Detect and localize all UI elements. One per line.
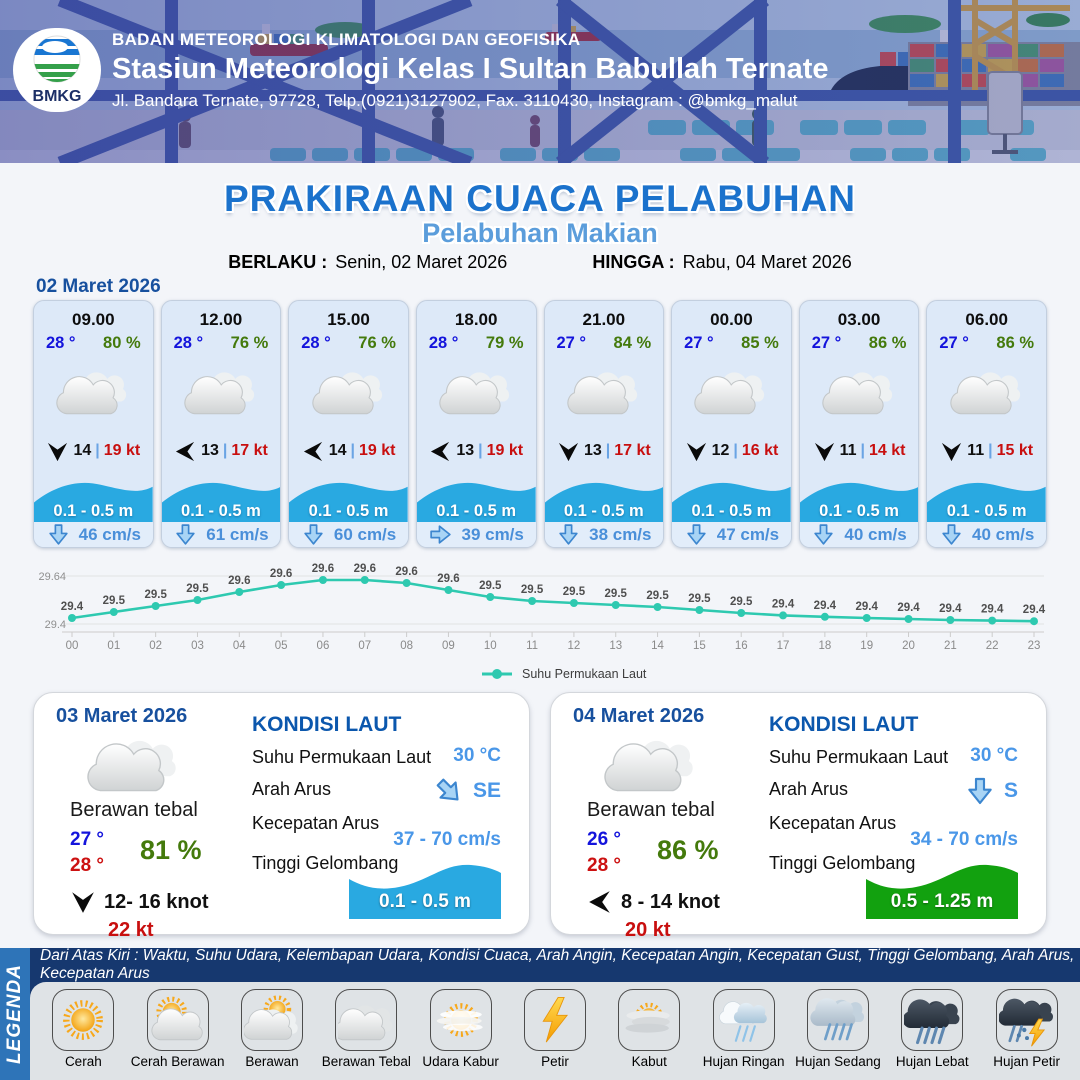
legend-item xyxy=(982,989,1072,1080)
day-card xyxy=(33,692,530,941)
wind-direction-icon xyxy=(174,440,197,463)
svg-text:29.4: 29.4 xyxy=(855,601,878,613)
wind-direction-icon xyxy=(813,440,836,463)
current-row xyxy=(417,522,536,547)
svg-text:21: 21 xyxy=(943,640,957,652)
forecast-time: 03.00 xyxy=(837,310,881,329)
day-card-date: 03 Maret 2026 xyxy=(56,705,188,727)
forecast-time: 15.00 xyxy=(327,310,370,329)
wind-gust: 19 kt xyxy=(486,442,524,460)
current-direction-icon xyxy=(811,522,836,547)
legend-item xyxy=(793,989,883,1080)
wave-height-value: 0.1 - 0.5 m xyxy=(946,502,1027,520)
temp-humidity-row xyxy=(34,334,153,361)
berlaku-value: Senin, 02 Maret 2026 xyxy=(335,252,508,272)
forecast-card xyxy=(544,300,665,548)
forecast-time: 09.00 xyxy=(72,310,115,329)
forecast-card xyxy=(799,300,920,548)
forecast-time: 06.00 xyxy=(965,310,1008,329)
humidity: 85 % xyxy=(741,333,779,352)
wave-height-value: 0.1 - 0.5 m xyxy=(819,502,899,520)
legend-title-strip xyxy=(0,948,30,1080)
bmkg-logo-icon xyxy=(21,33,93,107)
legend-item xyxy=(887,989,977,1080)
page-title: PRAKIRAAN CUACA PELABUHAN xyxy=(223,178,857,219)
svg-text:29.6: 29.6 xyxy=(437,573,460,585)
svg-text:03: 03 xyxy=(191,640,204,652)
svg-text:29.5: 29.5 xyxy=(186,583,209,595)
wave-height-band xyxy=(162,475,281,522)
header-banner xyxy=(0,0,1080,163)
separator: | xyxy=(860,442,866,460)
svg-text:11: 11 xyxy=(526,640,539,652)
wind-row xyxy=(672,434,791,469)
petir-icon xyxy=(524,989,586,1051)
wave-height-band xyxy=(34,475,153,522)
temp-humidity-row xyxy=(289,334,408,361)
cloud-icon xyxy=(545,361,664,434)
hingga-group xyxy=(592,252,851,273)
wind-row xyxy=(289,434,408,469)
wave-height-band xyxy=(545,475,664,522)
svg-text:29.6: 29.6 xyxy=(353,563,376,575)
wave-height-value: 0.1 - 0.5 m xyxy=(53,502,134,520)
svg-text:01: 01 xyxy=(107,640,121,652)
svg-text:29.5: 29.5 xyxy=(562,586,586,598)
current-direction-icon xyxy=(301,522,326,547)
svg-text:22: 22 xyxy=(985,640,999,652)
cloud-icon xyxy=(672,361,791,434)
current-direction xyxy=(433,775,501,807)
forecast-card xyxy=(926,300,1047,548)
wind-direction-icon xyxy=(302,440,325,463)
current-speed: 60 cm/s xyxy=(333,524,397,544)
wave-height-label: Tinggi Gelombang xyxy=(769,853,916,873)
separator: | xyxy=(733,442,738,460)
wave-height-value: 0.1 - 0.5 m xyxy=(379,891,471,912)
berawan-icon xyxy=(241,989,303,1051)
wind-speed: 14 xyxy=(328,442,347,460)
separator: | xyxy=(222,442,228,460)
air-temp: 28 ° xyxy=(46,333,76,352)
legend-item xyxy=(38,989,128,1080)
current-row xyxy=(800,522,919,547)
air-temp: 27 ° xyxy=(684,333,714,352)
legend-section xyxy=(0,948,1080,1080)
legend-items xyxy=(30,982,1080,1080)
forecast-time: 00.00 xyxy=(710,310,753,329)
wave-height-value: 0.1 - 0.5 m xyxy=(436,502,517,520)
day-card xyxy=(550,692,1047,941)
svg-text:10: 10 xyxy=(483,640,497,652)
svg-text:29.4: 29.4 xyxy=(897,602,920,614)
current-speed: 46 cm/s xyxy=(78,524,141,544)
current-direction-icon xyxy=(964,775,996,807)
svg-text:29.64: 29.64 xyxy=(38,571,66,583)
wind-gust: 17 kt xyxy=(614,442,651,460)
legend-item-label: Berawan Tebal xyxy=(321,1054,411,1069)
temp-max: 28 ° xyxy=(70,855,105,876)
svg-text:13: 13 xyxy=(609,640,623,652)
sst-value: 30 °C xyxy=(970,745,1018,766)
wind-direction-icon xyxy=(429,440,452,463)
berlaku-label: BERLAKU : xyxy=(228,252,328,272)
day-card-date: 04 Maret 2026 xyxy=(573,705,705,727)
svg-text:29.4: 29.4 xyxy=(1022,604,1046,617)
hingga-label: HINGGA : xyxy=(592,252,675,272)
wind-speed: 14 xyxy=(73,442,92,460)
svg-text:23: 23 xyxy=(1027,640,1041,652)
svg-text:14: 14 xyxy=(651,640,664,652)
humidity: 76 % xyxy=(230,333,269,352)
wind-direction-icon xyxy=(557,440,580,463)
wind-row xyxy=(545,434,664,469)
temp-humidity-row xyxy=(927,334,1046,361)
wave-height-value: 0.5 - 1.25 m xyxy=(890,891,994,912)
current-direction xyxy=(964,775,1018,807)
svg-text:29.4: 29.4 xyxy=(939,603,962,615)
hujan-petir-icon xyxy=(996,989,1058,1051)
cerah-icon xyxy=(52,989,114,1051)
wind-gust: 14 kt xyxy=(869,442,906,460)
svg-text:BMKG: BMKG xyxy=(32,88,82,105)
wave-height-value: 0.1 - 0.5 m xyxy=(308,502,389,520)
temp-humidity-row xyxy=(672,334,791,361)
humidity: 81 % xyxy=(140,835,202,865)
wind-speed: 11 xyxy=(967,442,985,460)
current-speed-label: Kecepatan Arus xyxy=(769,813,897,833)
gust-value: 20 kt xyxy=(625,919,671,941)
wind-direction-icon xyxy=(587,889,613,915)
station-address: Jl. Bandara Ternate, 97728, Telp.(0921)3127902, Fax. 3110430, Instagram : @bmkg_malut xyxy=(112,91,798,110)
udara-kabur-icon xyxy=(430,989,492,1051)
svg-text:09: 09 xyxy=(442,640,455,652)
svg-text:29.5: 29.5 xyxy=(688,593,711,605)
svg-text:07: 07 xyxy=(358,640,372,652)
station-name: Stasiun Meteorologi Kelas I Sultan Babullah Ternate xyxy=(112,53,829,85)
forecast-date-heading: 02 Maret 2026 xyxy=(36,276,161,297)
svg-text:29.6: 29.6 xyxy=(395,566,418,578)
svg-text:19: 19 xyxy=(860,640,874,652)
svg-text:04: 04 xyxy=(232,640,246,652)
current-speed: 40 cm/s xyxy=(844,524,907,544)
svg-text:05: 05 xyxy=(274,640,288,652)
wind-speed: 13 xyxy=(583,442,602,460)
svg-text:29.4: 29.4 xyxy=(813,599,837,612)
svg-text:29.5: 29.5 xyxy=(646,590,669,602)
sea-conditions-heading: KONDISI LAUT xyxy=(769,713,919,736)
wave-height-box xyxy=(349,861,501,919)
current-direction-icon xyxy=(173,522,198,547)
svg-text:29.5: 29.5 xyxy=(479,580,502,592)
svg-text:29.6: 29.6 xyxy=(311,563,335,575)
chart-legend-label: Suhu Permukaan Laut xyxy=(522,667,647,681)
legend-item-label: Petir xyxy=(541,1054,569,1069)
port-name: Pelabuhan Makian xyxy=(422,218,658,248)
svg-text:18: 18 xyxy=(818,640,832,652)
wind-range: 8 - 14 knot xyxy=(621,890,720,913)
air-temp: 27 ° xyxy=(939,333,969,352)
wave-height-box xyxy=(866,861,1018,919)
sst-value: 30 °C xyxy=(453,745,501,766)
svg-text:29.5: 29.5 xyxy=(144,589,167,601)
wind-row xyxy=(34,434,153,469)
forecast-time: 18.00 xyxy=(454,310,498,329)
separator: | xyxy=(350,442,355,460)
forecast-time: 12.00 xyxy=(199,310,243,329)
temp-humidity-row xyxy=(800,334,919,361)
air-temp: 28 ° xyxy=(301,333,331,352)
svg-text:29.4: 29.4 xyxy=(771,598,795,611)
svg-text:12: 12 xyxy=(567,640,581,652)
wave-height-band xyxy=(800,475,919,522)
forecast-card xyxy=(416,300,537,548)
wave-height-label: Tinggi Gelombang xyxy=(252,853,399,873)
wind-direction-icon xyxy=(46,440,69,463)
cloud-icon xyxy=(162,361,281,434)
separator: | xyxy=(988,442,993,460)
current-direction-icon xyxy=(426,768,471,813)
forecast-card xyxy=(33,300,154,548)
wind-speed: 11 xyxy=(839,442,857,460)
temp-min: 27 ° xyxy=(70,829,105,850)
sst-line-chart xyxy=(30,556,1050,686)
wave-height-band xyxy=(417,475,536,522)
legend-item xyxy=(416,989,506,1080)
agency-name: BADAN METEOROLOGI KLIMATOLOGI DAN GEOFISIKA xyxy=(112,30,581,49)
current-direction-icon xyxy=(556,522,581,547)
forecast-cards-row xyxy=(33,300,1047,548)
current-direction-text: SE xyxy=(472,779,501,802)
legend-item xyxy=(510,989,600,1080)
svg-text:00: 00 xyxy=(65,640,79,652)
hujan-sedang-icon xyxy=(807,989,869,1051)
legend-item-label: Cerah Berawan xyxy=(130,1054,225,1069)
legend-item-label: Cerah xyxy=(64,1054,102,1069)
current-dir-label: Arah Arus xyxy=(769,779,849,799)
legend-item-label: Hujan Ringan xyxy=(702,1054,785,1069)
svg-text:29.5: 29.5 xyxy=(520,584,544,596)
wave-height-band xyxy=(289,475,408,522)
cerah-berawan-icon xyxy=(147,989,209,1051)
humidity: 80 % xyxy=(103,333,141,352)
sea-conditions-heading: KONDISI LAUT xyxy=(252,713,402,736)
legend-item xyxy=(321,989,411,1080)
current-direction-icon xyxy=(428,522,453,547)
legend-item-label: Hujan Lebat xyxy=(895,1054,969,1069)
svg-text:29.4: 29.4 xyxy=(980,603,1004,616)
forecast-card xyxy=(671,300,792,548)
cloud-icon xyxy=(289,361,408,434)
current-speed: 39 cm/s xyxy=(461,524,524,544)
current-speed-label: Kecepatan Arus xyxy=(252,813,380,833)
svg-text:29.4: 29.4 xyxy=(44,619,66,631)
current-speed-value: 34 - 70 cm/s xyxy=(910,829,1018,850)
wind-row xyxy=(800,434,919,469)
wind-speed: 13 xyxy=(456,442,475,460)
weather-condition: Berawan tebal xyxy=(587,799,715,821)
sst-chart xyxy=(30,556,1050,686)
air-temp: 28 ° xyxy=(428,333,459,352)
forecast-card xyxy=(288,300,409,548)
wind-row xyxy=(417,434,536,469)
svg-text:29.5: 29.5 xyxy=(730,596,753,608)
current-speed-value: 37 - 70 cm/s xyxy=(393,829,501,850)
sst-label: Suhu Permukaan Laut xyxy=(769,747,949,767)
berawan-tebal-icon xyxy=(335,989,397,1051)
hujan-ringan-icon xyxy=(713,989,775,1051)
validity-row xyxy=(0,252,1080,273)
hingga-value: Rabu, 04 Maret 2026 xyxy=(682,252,852,272)
cloud-icon xyxy=(417,361,536,434)
berlaku-group xyxy=(228,252,507,273)
wave-height-band xyxy=(672,475,791,522)
svg-text:17: 17 xyxy=(776,640,790,652)
weather-condition: Berawan tebal xyxy=(70,799,198,821)
temp-min: 26 ° xyxy=(587,829,622,850)
legend-item-label: Kabut xyxy=(631,1054,667,1069)
svg-text:15: 15 xyxy=(692,640,706,652)
wave-height-band xyxy=(927,475,1046,522)
legend-item xyxy=(699,989,789,1080)
wind-direction-icon xyxy=(940,440,963,463)
current-direction-icon xyxy=(939,522,964,547)
current-row xyxy=(927,522,1046,547)
separator: | xyxy=(95,442,100,460)
forecast-time: 21.00 xyxy=(582,310,626,329)
svg-text:29.5: 29.5 xyxy=(604,588,627,600)
svg-text:29.5: 29.5 xyxy=(102,595,126,607)
legend-item xyxy=(130,989,225,1080)
current-direction-icon xyxy=(684,522,709,547)
svg-text:08: 08 xyxy=(400,640,414,652)
humidity: 76 % xyxy=(358,333,396,352)
wind-gust: 15 kt xyxy=(996,442,1034,460)
separator: | xyxy=(478,442,483,460)
legend-item-label: Berawan xyxy=(245,1054,299,1069)
legend-item-label: Udara Kabur xyxy=(422,1054,499,1069)
wind-gust: 19 kt xyxy=(358,442,396,460)
cloud-icon xyxy=(800,361,919,434)
cloud-icon xyxy=(82,729,192,810)
current-speed: 61 cm/s xyxy=(206,524,269,544)
current-speed: 38 cm/s xyxy=(589,524,652,544)
forecast-card xyxy=(161,300,282,548)
air-temp: 27 ° xyxy=(556,333,587,352)
sst-label: Suhu Permukaan Laut xyxy=(252,747,432,767)
wind-gust: 19 kt xyxy=(103,442,141,460)
legend-title: LEGENDA xyxy=(4,964,25,1064)
current-row xyxy=(672,522,791,547)
svg-text:29.6: 29.6 xyxy=(269,568,293,580)
wind-row xyxy=(587,889,720,915)
current-speed: 40 cm/s xyxy=(971,524,1035,544)
header-text xyxy=(112,30,829,111)
current-direction-text: S xyxy=(1003,779,1018,802)
legend-description: Dari Atas Kiri : Waktu, Suhu Udara, Kelembapan Udara, Kondisi Cuaca, Arah Angin, Kecepatan Angin, Kecepatan Gust, Tinggi Gelombang, Arah Arus, Kecepatan Arus xyxy=(40,947,1075,982)
kabut-icon xyxy=(618,989,680,1051)
svg-text:16: 16 xyxy=(734,640,748,652)
current-row xyxy=(289,522,408,547)
svg-text:02: 02 xyxy=(149,640,163,652)
wind-speed: 13 xyxy=(201,442,219,460)
air-temp: 27 ° xyxy=(811,333,842,352)
humidity: 84 % xyxy=(613,333,652,352)
air-temp: 28 ° xyxy=(173,333,204,352)
humidity: 86 % xyxy=(868,333,907,352)
legend-item-label: Hujan Sedang xyxy=(795,1054,881,1069)
wind-direction-icon xyxy=(70,889,96,915)
wind-row xyxy=(162,434,281,469)
temp-humidity-row xyxy=(162,334,281,361)
svg-text:29.4: 29.4 xyxy=(60,601,84,613)
wind-direction-icon xyxy=(685,440,708,463)
current-direction-icon xyxy=(46,522,71,547)
bmkg-logo xyxy=(13,28,101,112)
day-summary-row xyxy=(33,692,1047,941)
wind-gust: 16 kt xyxy=(741,442,779,460)
wind-row xyxy=(927,434,1046,469)
legend-item xyxy=(227,989,317,1080)
cloud-icon xyxy=(599,729,709,810)
cloud-icon xyxy=(34,361,153,434)
wind-range: 12- 16 knot xyxy=(104,890,209,913)
wave-height-value: 0.1 - 0.5 m xyxy=(691,502,772,520)
temp-humidity-row xyxy=(417,334,536,361)
legend-item xyxy=(604,989,694,1080)
gust-value: 22 kt xyxy=(108,919,154,941)
wave-height-value: 0.1 - 0.5 m xyxy=(563,502,644,520)
hujan-lebat-icon xyxy=(901,989,963,1051)
temp-max: 28 ° xyxy=(587,855,622,876)
humidity: 86 % xyxy=(996,333,1034,352)
svg-text:29.6: 29.6 xyxy=(228,575,251,587)
wind-gust: 17 kt xyxy=(231,442,268,460)
separator: | xyxy=(605,442,611,460)
wind-speed: 12 xyxy=(711,442,730,460)
current-speed: 47 cm/s xyxy=(716,524,780,544)
current-row xyxy=(545,522,664,547)
legend-item-label: Hujan Petir xyxy=(993,1054,1060,1069)
cloud-icon xyxy=(927,361,1046,434)
current-dir-label: Arah Arus xyxy=(252,779,332,799)
current-row xyxy=(162,522,281,547)
humidity: 86 % xyxy=(657,835,719,865)
svg-text:20: 20 xyxy=(902,640,915,652)
svg-text:06: 06 xyxy=(316,640,330,652)
current-row xyxy=(34,522,153,547)
wind-row xyxy=(70,889,208,915)
wave-height-value: 0.1 - 0.5 m xyxy=(181,502,261,520)
humidity: 79 % xyxy=(485,333,524,352)
temp-humidity-row xyxy=(545,334,664,361)
